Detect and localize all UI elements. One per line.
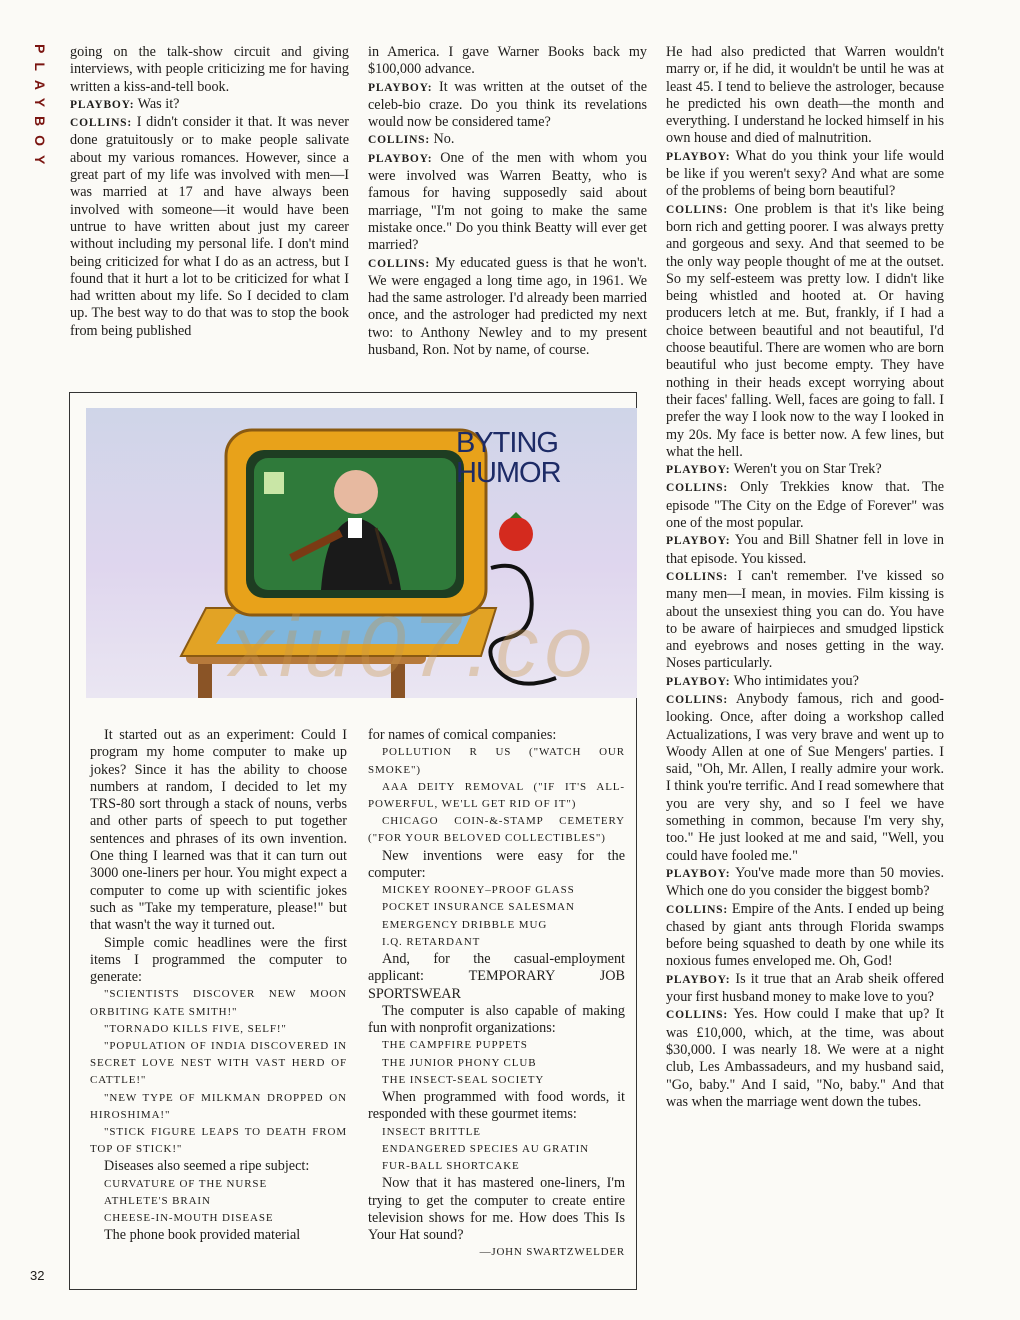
interview-paragraph bbox=[368, 150, 647, 255]
paragraph-text: It was written at the outset of the celeb-bio craze. Do you think its revelations would now be considered tame? bbox=[368, 78, 647, 131]
joke-item: CURVATURE OF THE NURSE bbox=[104, 1177, 268, 1190]
speaker-label: PLAYBOY: bbox=[368, 152, 433, 165]
speaker-label: COLLINS: bbox=[368, 134, 430, 147]
paragraph-text: I can't remember. I've kissed so many men—I mean, in movies. Film kissing is about the unsexiest thing you can do. You have to be aware of hairpieces and smudged lipstick and eyebrows and noses getting in the way. Noses particularly. bbox=[666, 567, 944, 672]
sidebar-paragraph: And, for the casual-employment applicant: TEMPORARY JOB SPORTSWEAR bbox=[368, 950, 625, 1002]
interview-paragraph bbox=[666, 479, 944, 532]
interview-paragraph bbox=[70, 114, 349, 340]
speaker-label: PLAYBOY: bbox=[666, 464, 731, 477]
joke-item: AAA DEITY REMOVAL ("IF IT'S ALL-POWERFUL, WE'LL GET RID OF IT") bbox=[368, 780, 625, 810]
paragraph-text: You've made more than 50 movies. Which one do you consider the biggest bomb? bbox=[666, 864, 944, 900]
interview-paragraph bbox=[368, 131, 647, 149]
interview-column-1 bbox=[70, 44, 349, 340]
speaker-label: COLLINS: bbox=[368, 257, 430, 270]
paragraph-text: Is it true that an Arab sheik offered your first husband money to make love to you? bbox=[666, 970, 944, 1006]
speaker-label: COLLINS: bbox=[666, 903, 728, 916]
speaker-label: PLAYBOY: bbox=[368, 81, 433, 94]
joke-item: EMERGENCY DRIBBLE MUG bbox=[382, 918, 548, 931]
paragraph-text: going on the talk-show circuit and giving interviews, with people criticizing me for having written a kiss-and-tell book. bbox=[70, 44, 349, 95]
joke-item: ENDANGERED SPECIES AU GRATIN bbox=[382, 1142, 590, 1155]
interview-paragraph bbox=[666, 901, 944, 971]
sidebar-paragraph: It started out as an experiment: Could I program my home computer to make up jokes? Since it has the ability to choose numbers at random, I decided to let my TRS-80 sort through a stack of nouns, verbs and other parts of speech to put together sentences and phrases of its own invention. One thing I learned was that it can turn out 3000 one-liners per hour. You might expect a computer to come up with scientific jokes such as "Take my temperature, please!" but that wasn't the way it turned out. bbox=[90, 727, 347, 934]
speaker-label: PLAYBOY: bbox=[666, 675, 731, 688]
paragraph-text: I didn't consider it that. It was never done gratuitously or to make people salivate about my various romances. However, since a great part of my life was involved with men—I was married at 17 and have always been involved with someone—it would have been untrue to have written about just my career without including my personal life. I don't mind being criticized for what I do as an actress, but I found that it hurt a lot to be criticized for what I had written about my life. So I decided to clam up. The best way to do that was to stop the book from being published bbox=[70, 114, 349, 339]
speaker-label: COLLINS: bbox=[666, 1009, 728, 1022]
joke-item: CHEESE-IN-MOUTH DISEASE bbox=[104, 1212, 274, 1225]
interview-paragraph bbox=[666, 201, 944, 461]
paragraph-text: What do you think your life would be like if you weren't sexy? And what are some of the problems of being born beautiful? bbox=[666, 147, 944, 200]
page-number: 32 bbox=[30, 1268, 45, 1283]
speaker-label: COLLINS: bbox=[666, 482, 728, 495]
interview-continuation bbox=[70, 44, 349, 96]
paragraph-text: He had also predicted that Warren wouldn't marry or, if he did, it wouldn't be until he was at least 45. I tend to believe the astrologer, because he predicted his own death—the month and everything. I understand he locked himself in his own house and died of malnutrition. bbox=[666, 44, 944, 147]
paragraph-text: My educated guess is that he won't. We were engaged a long time ago, in 1961. We had the same astrologer. I'd already been married once, and the astrologer had predicted my next two: to Anthony Newley and to my present husband, Ron. Not by name, of course. bbox=[368, 254, 647, 359]
interview-paragraph bbox=[666, 461, 944, 479]
joke-item: "POPULATION OF INDIA DISCOVERED IN SECRET LOVE NEST WITH VAST HERD OF CATTLE!" bbox=[90, 1040, 347, 1087]
joke-item: THE CAMPFIRE PUPPETS bbox=[382, 1039, 528, 1052]
paragraph-text: Yes. How could I make that up? It was £10,000, which, at the time, was about $30,000. I was nearly 18. We were at a night club, Les Ambassadeurs, and my husband said, "Go, baby." And I said, "No, baby." And that was when the marriage went down the tubes. bbox=[666, 1006, 944, 1110]
joke-item: POLLUTION R US ("WATCH OUR SMOKE") bbox=[368, 746, 625, 776]
speaker-label: PLAYBOY: bbox=[70, 98, 135, 111]
speaker-label: COLLINS: bbox=[666, 693, 728, 706]
speaker-label: COLLINS: bbox=[666, 203, 728, 216]
joke-item: ATHLETE'S BRAIN bbox=[104, 1194, 211, 1207]
sidebar-paragraph: for names of comical companies: bbox=[368, 727, 557, 743]
speaker-label: COLLINS: bbox=[70, 117, 132, 130]
joke-item: THE JUNIOR PHONY CLUB bbox=[382, 1056, 537, 1069]
interview-paragraph bbox=[666, 691, 944, 865]
paragraph-text: One of the men with whom you were involved was Warren Beatty, who is famous for having supposedly said about marriage, "I'm not going to make the same mistake once." Do you think Beatty will ever get married? bbox=[368, 149, 647, 254]
paragraph-text: Empire of the Ants. I ended up being chased by giant ants through Florida swamps before being squashed to death by one while its noxious fumes enveloped me. Oh, God! bbox=[666, 900, 944, 970]
joke-item: MICKEY ROONEY–PROOF GLASS bbox=[382, 884, 575, 897]
illustration-title-line-2: HUMOR bbox=[456, 457, 561, 489]
watermark: xiu07.co bbox=[230, 599, 599, 695]
joke-item: FUR-BALL SHORTCAKE bbox=[382, 1160, 520, 1173]
speaker-label: PLAYBOY: bbox=[666, 867, 731, 880]
illustration-title-line-1: BYTING bbox=[456, 427, 558, 459]
joke-item: "TORNADO KILLS FIVE, SELF!" bbox=[104, 1022, 287, 1035]
interview-paragraph bbox=[666, 148, 944, 201]
interview-paragraph bbox=[666, 568, 944, 673]
paragraph-text: Only Trekkies know that. The episode "The City on the Edge of Forever" was one of the most popular. bbox=[666, 479, 944, 532]
interview-column-3 bbox=[666, 44, 944, 1111]
sidebar-paragraph: Simple comic headlines were the first items I programmed the computer to generate: bbox=[90, 934, 347, 986]
interview-paragraph bbox=[368, 79, 647, 132]
interview-paragraph bbox=[666, 673, 944, 691]
joke-item: POCKET INSURANCE SALESMAN bbox=[382, 901, 575, 914]
joke-item: "STICK FIGURE LEAPS TO DEATH FROM TOP OF STICK!" bbox=[90, 1126, 347, 1156]
sidebar-column-right bbox=[368, 727, 625, 1262]
joke-item: I.Q. RETARDANT bbox=[382, 935, 481, 948]
sidebar-paragraph: When programmed with food words, it responded with these gourmet items: bbox=[368, 1089, 625, 1123]
masthead: PLAYBOY bbox=[32, 44, 48, 174]
speaker-label: PLAYBOY: bbox=[666, 973, 731, 986]
interview-continuation bbox=[666, 44, 944, 148]
paragraph-text: No. bbox=[430, 131, 455, 148]
sidebar-paragraph: The computer is also capable of making fun with nonprofit organizations: bbox=[368, 1002, 625, 1037]
interview-paragraph bbox=[666, 1006, 944, 1111]
paragraph-text: Weren't you on Star Trek? bbox=[730, 461, 882, 478]
sidebar-paragraph: Now that it has mastered one-liners, I'm trying to get the computer to create entire television shows for me. How does This Is Your Hat sound? bbox=[368, 1175, 625, 1244]
sidebar-paragraph: The phone book provided material bbox=[104, 1227, 301, 1244]
speaker-label: PLAYBOY: bbox=[666, 535, 731, 548]
sidebar-column-left bbox=[90, 727, 347, 1245]
interview-column-2 bbox=[368, 44, 647, 359]
joke-item: CHICAGO COIN-&-STAMP CEMETERY ("FOR YOUR BELOVED COLLECTIBLES") bbox=[368, 815, 625, 845]
sidebar-paragraph: New inventions were easy for the computer: bbox=[368, 847, 625, 881]
paragraph-text: One problem is that it's like being born rich and getting poorer. I was always pretty and gorgeous and sexy. And that seemed to be the only way people thought of me at the outset. So my self-esteem was pretty low. I didn't like being whistled and hooted at. Or having producers letch at me. But, frankly, if I had a choice between beautiful and not beautiful, I'd choose beautiful. There are women who are born beautiful who just become empty. They have nothing in their heads except worrying about their faces' falling. Well, faces are going to fall. I prefer the way I look now to the way I looked in my 20s. My face is better now. A few lines, but what the hell. bbox=[666, 200, 944, 460]
joke-item: "SCIENTISTS DISCOVER NEW MOON ORBITING KATE SMITH!" bbox=[90, 988, 347, 1018]
interview-paragraph bbox=[666, 865, 944, 901]
sidebar-paragraph: Diseases also seemed a ripe subject: bbox=[104, 1158, 310, 1175]
interview-paragraph bbox=[368, 255, 647, 360]
speaker-label: COLLINS: bbox=[666, 570, 728, 583]
joke-item: INSECT BRITTLE bbox=[382, 1125, 481, 1138]
interview-continuation bbox=[368, 44, 647, 79]
paragraph-text: Anybody famous, rich and good-looking. Once, after doing a workshop called Actualizations, I was very brave and went up to Woody Allen at one of Sue Mengers' parties. I said, "Oh, Mr. Allen, I really admire your work. I think you're terrific. And I read somewhere that you are very shy, and so I feel we have something in common, because I'm very shy, too." He just looked at me and said, "Well, you could have fooled me." bbox=[666, 690, 944, 864]
sidebar-byline: —JOHN SWARTZWELDER bbox=[479, 1246, 625, 1259]
interview-paragraph bbox=[666, 532, 944, 568]
paragraph-text: in America. I gave Warner Books back my $100,000 advance. bbox=[368, 44, 647, 78]
joke-item: THE INSECT-SEAL SOCIETY bbox=[382, 1073, 545, 1086]
speaker-label: PLAYBOY: bbox=[666, 150, 731, 163]
byting-humor-illustration bbox=[86, 408, 637, 698]
joke-item: "NEW TYPE OF MILKMAN DROPPED ON HIROSHIMA!" bbox=[90, 1091, 347, 1121]
interview-paragraph bbox=[666, 971, 944, 1007]
paragraph-text: Who intimidates you? bbox=[730, 672, 859, 689]
interview-paragraph bbox=[70, 96, 349, 114]
paragraph-text: Was it? bbox=[134, 95, 180, 112]
paragraph-text: You and Bill Shatner fell in love in that episode. You kissed. bbox=[666, 532, 944, 567]
